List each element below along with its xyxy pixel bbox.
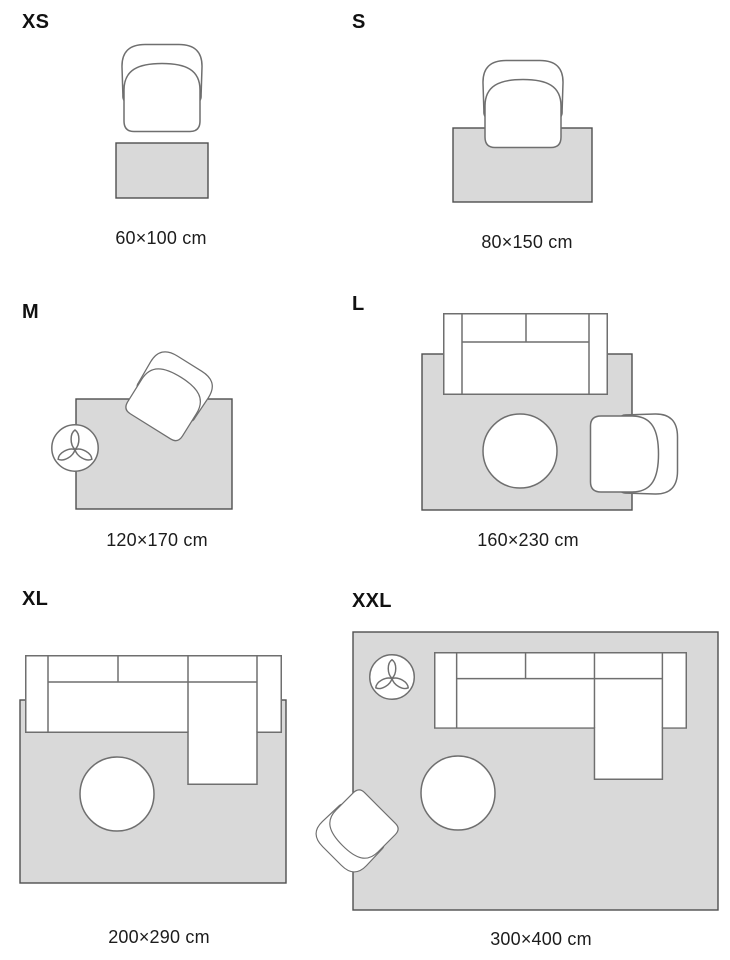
dimension-label-s: 80×150 cm bbox=[481, 232, 573, 252]
scene-s bbox=[453, 61, 592, 203]
size-label-xs: XS bbox=[22, 11, 50, 33]
rug-xs bbox=[116, 143, 208, 198]
size-label-l: L bbox=[352, 293, 365, 315]
dimension-label-m: 120×170 cm bbox=[106, 530, 208, 550]
coffee-table-icon bbox=[421, 756, 495, 830]
armchair-icon bbox=[122, 45, 202, 132]
dimension-label-xxl: 300×400 cm bbox=[490, 929, 592, 949]
dimension-label-xl: 200×290 cm bbox=[108, 927, 210, 947]
coffee-table-icon bbox=[483, 414, 557, 488]
dimension-label-l: 160×230 cm bbox=[477, 530, 579, 550]
sofa-icon bbox=[444, 314, 608, 395]
armchair-icon bbox=[483, 61, 563, 148]
size-label-xl: XL bbox=[22, 588, 49, 610]
size-label-xxl: XXL bbox=[352, 590, 392, 612]
armchair-icon bbox=[591, 414, 678, 494]
plant-icon bbox=[52, 425, 98, 471]
scene-xxl bbox=[310, 632, 718, 910]
scene-l bbox=[422, 314, 678, 510]
size-label-s: S bbox=[352, 11, 366, 33]
size-label-m: M bbox=[22, 301, 39, 323]
scene-m bbox=[52, 346, 232, 509]
scene-xs bbox=[116, 45, 208, 199]
scene-xl bbox=[20, 656, 286, 883]
coffee-table-icon bbox=[80, 757, 154, 831]
dimension-label-xs: 60×100 cm bbox=[115, 228, 207, 248]
plant-icon bbox=[370, 655, 415, 700]
